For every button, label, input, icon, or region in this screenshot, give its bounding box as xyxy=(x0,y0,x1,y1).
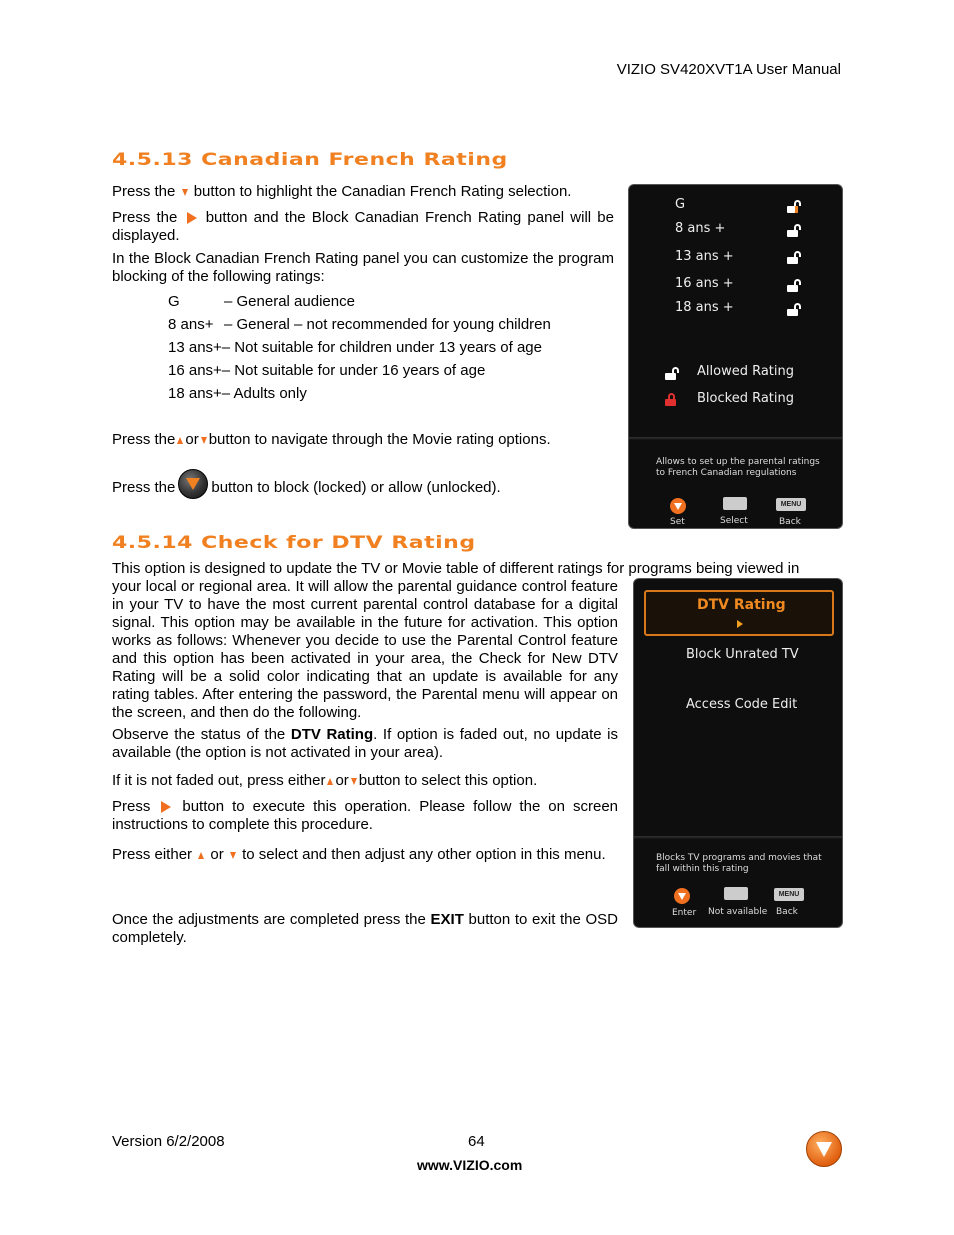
paragraph-display-panel: Press the button and the Block Canadian French Rating panel will be displayed. xyxy=(112,209,614,244)
left-right-arrows-icon xyxy=(723,497,747,510)
footer-enter-label: Enter xyxy=(672,908,697,918)
canadian-french-rating-panel xyxy=(628,184,843,529)
block-unrated-tv-item[interactable]: Block Unrated TV xyxy=(686,647,799,662)
right-arrow-icon xyxy=(187,212,197,224)
footer-back-label: Back xyxy=(779,517,801,527)
right-arrow-icon xyxy=(737,620,743,628)
paragraph-highlight: Press the button to highlight the Canadian French Rating selection. xyxy=(112,183,572,200)
down-arrow-icon xyxy=(351,778,357,785)
panel-item-8ans[interactable]: 8 ans + xyxy=(675,221,726,236)
paragraph-observe: Observe the status of the DTV Rating. If option is faded out, no update is available (the option is not activated in your area). xyxy=(112,726,619,761)
footer-not-available-label: Not available xyxy=(708,907,768,917)
down-arrow-icon xyxy=(230,852,236,859)
panel-item-g[interactable]: G xyxy=(675,197,686,212)
unlocked-icon xyxy=(787,230,798,237)
allowed-lock-icon xyxy=(665,373,676,380)
panel-item-16ans[interactable]: 16 ans + xyxy=(675,276,734,291)
version-text: Version 6/2/2008 xyxy=(112,1133,225,1150)
down-arrow-icon xyxy=(201,437,207,444)
section-heading-dtv-rating: 4.5.14 Check for DTV Rating xyxy=(112,533,476,553)
unlocked-icon xyxy=(787,285,798,292)
menu-icon: MENU xyxy=(774,888,804,901)
up-arrow-icon xyxy=(198,852,204,859)
unlocked-icon xyxy=(787,257,798,264)
access-code-edit-item[interactable]: Access Code Edit xyxy=(686,697,798,712)
paragraph-navigate: Press the or button to navigate through the Movie rating options. xyxy=(112,431,551,448)
vizio-logo-icon xyxy=(806,1131,842,1167)
paragraph-exit: Once the adjustments are completed press the EXIT button to exit the OSD completely. xyxy=(112,911,618,946)
footer-set-label: Set xyxy=(670,517,685,527)
panel-help-text: Allows to set up the parental ratings to French Canadian regulations xyxy=(656,457,820,478)
dtv-rating-panel xyxy=(633,578,843,928)
up-arrow-icon xyxy=(177,437,183,444)
enter-icon xyxy=(674,888,690,904)
up-arrow-icon xyxy=(327,778,333,785)
set-icon xyxy=(670,498,686,514)
website-url: www.VIZIO.com xyxy=(417,1157,523,1173)
ratings-list xyxy=(168,290,551,405)
rating-row: G – General audience xyxy=(168,293,355,310)
left-right-arrows-icon xyxy=(724,887,748,900)
rating-row: 8 ans+ – General – not recommended for young children xyxy=(168,316,551,333)
unlocked-icon xyxy=(787,309,798,316)
paragraph-dtv-intro-line: This option is designed to update the TV or Movie table of different ratings for programs being viewed in xyxy=(112,560,800,577)
menu-icon: MENU xyxy=(776,498,806,511)
panel-help-text: Blocks TV programs and movies that fall within this rating xyxy=(656,853,822,874)
panel-divider xyxy=(634,836,842,839)
dtv-rating-title: DTV Rating xyxy=(697,597,786,613)
unlocked-icon xyxy=(787,206,798,213)
footer-select-label: Select xyxy=(720,516,748,526)
footer-back-label: Back xyxy=(776,907,798,917)
panel-item-18ans[interactable]: 18 ans + xyxy=(675,300,734,315)
page-number: 64 xyxy=(468,1133,485,1150)
paragraph-dtv-intro: your local or regional area. It will allow the parental guidance control feature in your TV to have the most current parental control database for a digital signal. This option may be available in the future for activation. This option works as follows: Whenever you decide to use the Parental Control feature and this option has been activated in your area, the Check for New DTV Rating will be a solid color indicating that an update is available for any rating tables. After entering the password, the Parental menu will appear on the screen, and then do the following. xyxy=(112,578,618,721)
rating-row: 18 ans+– Adults only xyxy=(168,385,307,402)
dtv-rating-selected[interactable] xyxy=(644,590,834,636)
paragraph-select-option: If it is not faded out, press either or button to select this option. xyxy=(112,772,538,789)
panel-item-13ans[interactable]: 13 ans + xyxy=(675,249,734,264)
paragraph-customize: In the Block Canadian French Rating panel you can customize the program blocking of the following ratings: xyxy=(112,250,614,285)
legend-blocked: Blocked Rating xyxy=(697,391,794,406)
paragraph-adjust: Press either or to select and then adjust any other option in this menu. xyxy=(112,846,606,863)
right-arrow-icon xyxy=(161,801,171,813)
rating-row: 16 ans+– Not suitable for under 16 years of age xyxy=(168,362,486,379)
paragraph-execute: Press button to execute this operation. Please follow the on screen instructions to complete this procedure. xyxy=(112,798,619,833)
paragraph-block: Press the button to block (locked) or allow (unlocked). xyxy=(112,473,612,503)
blocked-lock-icon xyxy=(665,399,676,406)
down-arrow-icon xyxy=(182,189,188,196)
panel-divider xyxy=(629,437,842,440)
legend-allowed: Allowed Rating xyxy=(697,364,794,379)
vizio-select-button-icon xyxy=(178,469,208,499)
section-heading-canadian-french: 4.5.13 Canadian French Rating xyxy=(112,150,508,170)
manual-title: VIZIO SV420XVT1A User Manual xyxy=(616,61,841,78)
rating-row: 13 ans+– Not suitable for children under 13 years of age xyxy=(168,339,542,356)
